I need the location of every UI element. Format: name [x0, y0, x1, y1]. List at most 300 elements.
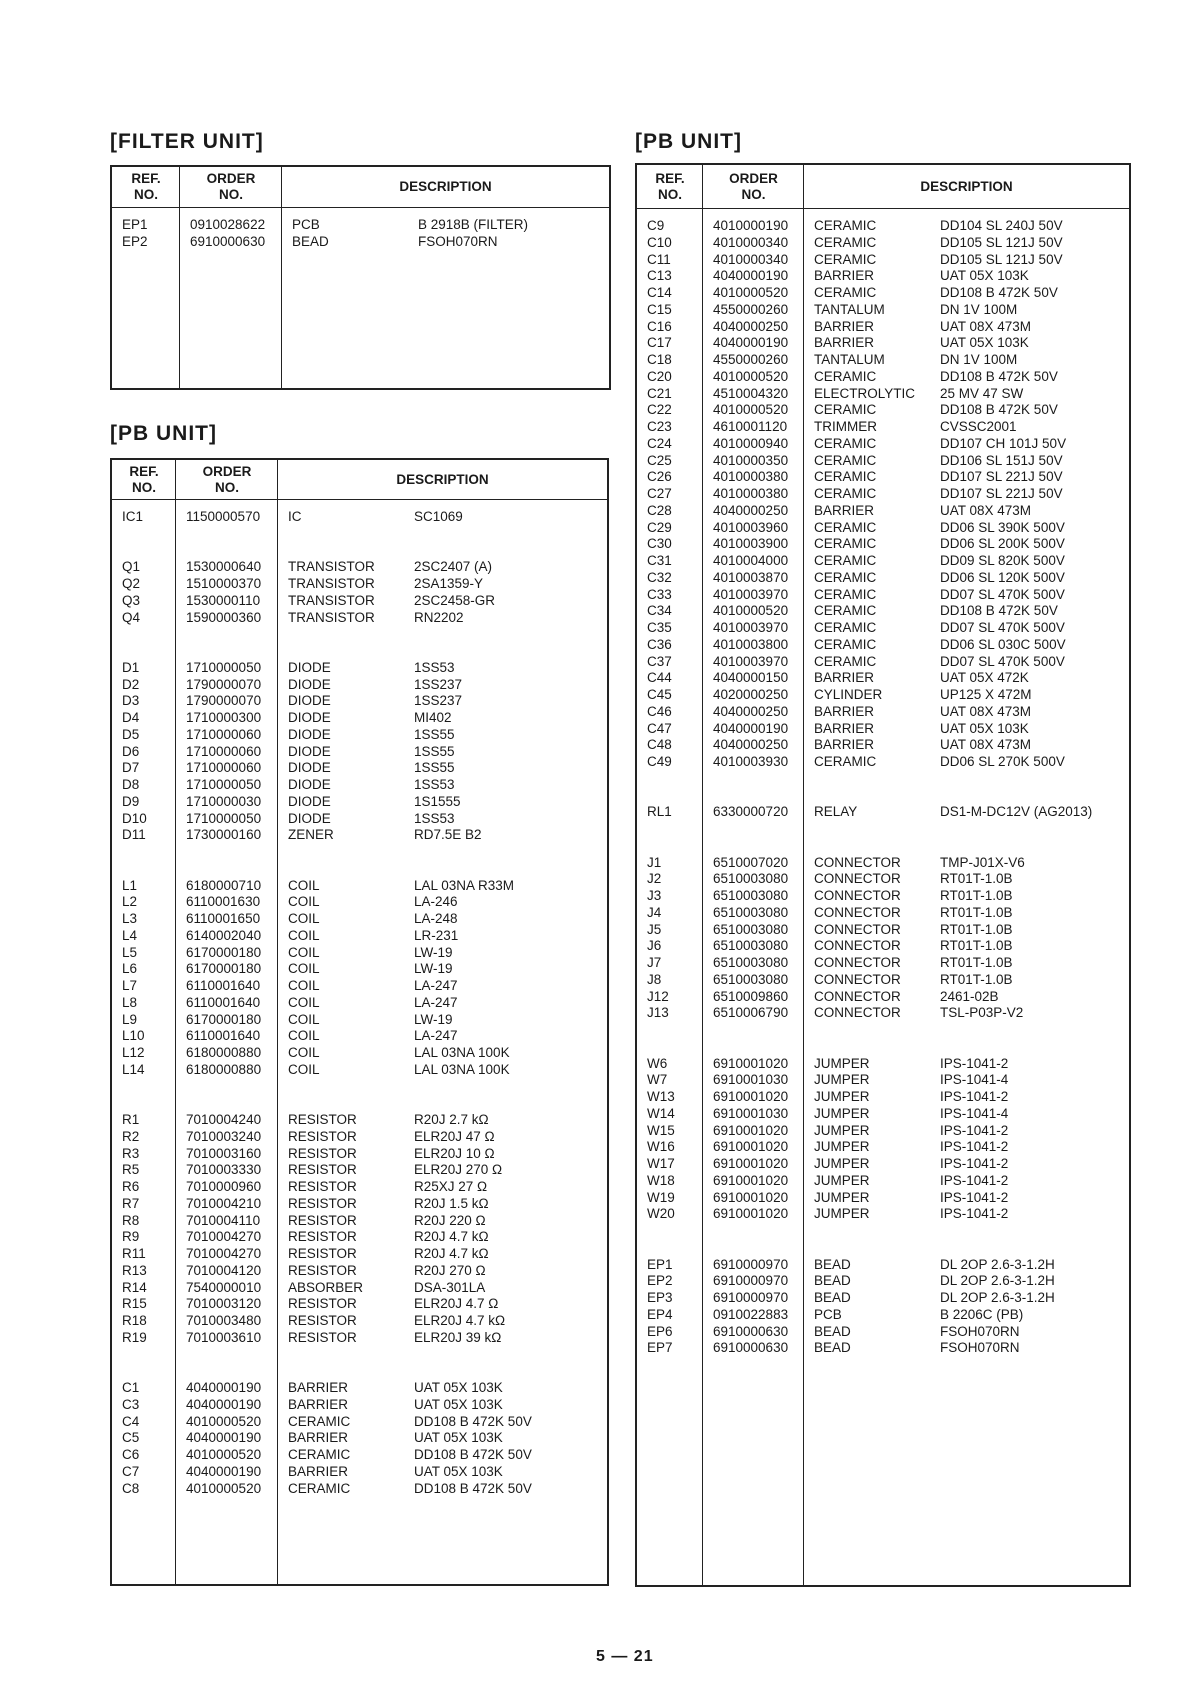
table-row: [112, 1027, 607, 1045]
ref-no: C16: [647, 318, 672, 334]
order-no: 6910000630: [190, 233, 266, 249]
part-type: TRANSISTOR: [288, 576, 375, 591]
table-row: [637, 1004, 1129, 1022]
table-row: [637, 401, 1129, 419]
order-no: 1710000050: [186, 810, 262, 826]
order-no: 1730000160: [186, 827, 262, 843]
order-no: 7010004240: [186, 1112, 262, 1127]
table-row: [637, 502, 1129, 520]
order-no: 6910000970: [713, 1256, 789, 1272]
order-no: 4010000520: [713, 603, 789, 619]
part-type: CERAMIC: [814, 620, 877, 635]
part-type: TRANSISTOR: [288, 559, 375, 575]
order-no: 4010000340: [713, 234, 789, 250]
table-row: [637, 937, 1129, 955]
part-spec: LAL 03NA R33M: [414, 877, 515, 893]
part-type: COIL: [288, 1011, 320, 1027]
part-type: BEAD: [814, 1290, 851, 1305]
order-no: 7010004270: [186, 1246, 262, 1261]
header-order-no: [176, 460, 278, 499]
table-row: [637, 887, 1129, 905]
ref-no: L1: [122, 877, 138, 893]
ref-no: C24: [647, 435, 672, 451]
ref-no: L10: [122, 1028, 145, 1044]
order-no: 7010000960: [186, 1179, 262, 1194]
part-type: RESISTOR: [288, 1112, 357, 1127]
table-header: [112, 460, 607, 500]
order-no: 1790000070: [186, 676, 262, 692]
part-type: TANTALUM: [814, 301, 885, 317]
ref-no: D7: [122, 760, 140, 776]
table-row: [637, 1071, 1129, 1089]
part-spec: DN 1V 100M: [940, 301, 1018, 317]
part-spec: DD107 CH 101J 50V: [940, 435, 1067, 451]
table-row: [112, 1061, 607, 1079]
order-no: 6110001630: [186, 894, 261, 910]
header-ref-no-line: REF.: [129, 463, 159, 479]
order-no: 4040000190: [186, 1430, 262, 1446]
ref-no: RL1: [647, 804, 672, 820]
part-spec: ELR20J 4.7 kΩ: [414, 1313, 506, 1328]
order-no: 4010003870: [713, 569, 789, 585]
ref-no: EP6: [647, 1323, 673, 1339]
header-order-no-line: ORDER: [729, 170, 778, 186]
table-row: [112, 1128, 607, 1146]
part-type: RESISTOR: [288, 1246, 357, 1261]
part-type: CERAMIC: [814, 486, 877, 501]
part-spec: UAT 08X 473M: [940, 502, 1032, 518]
table-row: [637, 318, 1129, 336]
ref-no: D1: [122, 659, 140, 675]
table-row: [112, 1312, 607, 1330]
table-row: [637, 1172, 1129, 1190]
table-row: [637, 1306, 1129, 1324]
part-type: CERAMIC: [814, 636, 877, 652]
part-type: ELECTROLYTIC: [814, 385, 916, 401]
ref-no: C3: [122, 1396, 140, 1412]
part-spec: UAT 08X 473M: [940, 318, 1032, 334]
header-order-no-line: NO.: [218, 187, 243, 202]
part-spec: DD105 SL 121J 50V: [940, 251, 1063, 267]
order-no: 7010004120: [186, 1262, 262, 1278]
part-type: JUMPER: [814, 1122, 870, 1138]
part-type: BARRIER: [814, 502, 875, 518]
table-row: [112, 877, 607, 895]
order-no: 1710000030: [186, 793, 262, 809]
part-spec: DL 2OP 2.6-3-1.2H: [940, 1290, 1055, 1305]
table-row: [112, 1161, 607, 1179]
table-row: [637, 954, 1129, 972]
table-row: [112, 994, 607, 1012]
table-row: [112, 1446, 607, 1464]
table-row: [637, 753, 1129, 771]
part-spec: 1SS55: [414, 760, 455, 776]
ref-no: D6: [122, 743, 140, 759]
ref-no: J7: [647, 955, 662, 970]
part-type: BARRIER: [814, 318, 875, 334]
table-row: [112, 1379, 607, 1397]
part-spec: ELR20J 4.7 Ω: [414, 1296, 499, 1312]
part-spec: TSL-P03P-V2: [940, 1005, 1024, 1021]
order-no: 4010000520: [713, 285, 789, 300]
part-type: BARRIER: [814, 720, 875, 736]
part-spec: ELR20J 39 kΩ: [414, 1329, 502, 1345]
part-spec: LW-19: [414, 1011, 453, 1027]
order-no: 1790000070: [186, 693, 262, 709]
table-row: [637, 485, 1129, 503]
part-type: DIODE: [288, 710, 331, 725]
order-no: 4010000520: [713, 402, 789, 418]
part-spec: R20J 1.5 kΩ: [414, 1195, 489, 1211]
ref-no: W16: [647, 1139, 675, 1155]
part-type: TRANSISTOR: [288, 609, 375, 625]
ref-no: J13: [647, 1005, 669, 1021]
table-row: [637, 586, 1129, 604]
order-no: 4550000260: [713, 301, 789, 317]
order-no: 6170000180: [186, 1011, 262, 1027]
part-type: JUMPER: [814, 1105, 870, 1121]
table-row: [112, 1429, 607, 1447]
order-no: 6170000180: [186, 944, 262, 960]
page-number: 5 — 21: [596, 1648, 654, 1665]
part-spec: RT01T-1.0B: [940, 871, 1013, 887]
order-no: 6910001020: [713, 1189, 789, 1205]
ref-no: C15: [647, 301, 672, 317]
part-spec: DSA-301LA: [414, 1279, 486, 1295]
ref-no: W18: [647, 1172, 675, 1188]
part-type: DIODE: [288, 810, 331, 826]
ref-no: C11: [647, 251, 671, 267]
table-row: [112, 1295, 607, 1313]
header-order-no: [703, 165, 804, 208]
table-body: [637, 209, 1129, 1585]
part-spec: DN 1V 100M: [940, 352, 1018, 367]
order-no: 7540000010: [186, 1279, 262, 1295]
part-type: RESISTOR: [288, 1313, 357, 1328]
part-spec: IPS-1041-2: [940, 1156, 1009, 1171]
ref-no: W20: [647, 1206, 675, 1222]
part-type: COIL: [288, 927, 320, 943]
order-no: 6330000720: [713, 804, 789, 820]
ref-no: R13: [122, 1262, 147, 1278]
ref-no: J6: [647, 938, 662, 954]
order-no: 6510003080: [713, 871, 789, 887]
order-no: 1510000370: [186, 576, 262, 591]
table-row: [112, 709, 607, 727]
part-spec: DD06 SL 200K 500V: [940, 536, 1065, 552]
part-spec: DD107 SL 221J 50V: [940, 486, 1063, 501]
table-row: [637, 535, 1129, 553]
order-no: 1590000360: [186, 609, 262, 625]
ref-no: Q2: [122, 576, 141, 591]
part-spec: DD06 SL 030C 500V: [940, 636, 1066, 652]
part-spec: UAT 05X 103K: [414, 1380, 503, 1395]
part-spec: 1SS55: [414, 726, 455, 742]
order-no: 4040000250: [713, 737, 789, 753]
part-spec: 1SS237: [414, 693, 463, 709]
ref-no: D11: [122, 827, 146, 843]
part-type: BARRIER: [288, 1380, 349, 1395]
order-no: 6910000970: [713, 1290, 789, 1305]
ref-no: C27: [647, 486, 672, 501]
ref-no: C44: [647, 670, 672, 686]
part-spec: UP125 X 472M: [940, 687, 1032, 702]
table-row: [112, 826, 607, 844]
part-type: JUMPER: [814, 1139, 870, 1155]
part-type: COIL: [288, 877, 320, 893]
part-spec: IPS-1041-2: [940, 1189, 1009, 1205]
ref-no: L8: [122, 994, 138, 1010]
part-spec: FSOH070RN: [940, 1340, 1020, 1356]
part-spec: LA-247: [414, 994, 458, 1010]
ref-no: W6: [647, 1055, 668, 1071]
ref-no: L7: [122, 978, 138, 993]
order-no: 6510003080: [713, 888, 789, 903]
part-spec: 2SA1359-Y: [414, 576, 484, 591]
part-spec: DD07 SL 470K 500V: [940, 586, 1065, 602]
part-type: CYLINDER: [814, 687, 883, 702]
ref-no: D9: [122, 793, 140, 809]
table-row: [637, 803, 1129, 821]
table-row: [637, 1323, 1129, 1341]
ref-no: D5: [122, 726, 140, 742]
order-no: 6910001020: [713, 1156, 789, 1171]
part-type: CERAMIC: [814, 368, 877, 384]
table-row: [637, 653, 1129, 671]
part-spec: RT01T-1.0B: [940, 921, 1013, 937]
ref-no: EP1: [647, 1256, 673, 1272]
ref-no: C26: [647, 469, 672, 485]
part-type: RELAY: [814, 804, 858, 820]
order-no: 7010003120: [186, 1296, 262, 1312]
part-spec: RT01T-1.0B: [940, 955, 1013, 970]
order-no: 7010003610: [186, 1329, 262, 1345]
part-type: CERAMIC: [814, 553, 877, 568]
ref-no: J12: [647, 988, 669, 1004]
part-type: BARRIER: [814, 670, 875, 686]
ref-no: IC1: [122, 509, 144, 524]
part-spec: LA-247: [414, 978, 458, 993]
table-row: [112, 759, 607, 777]
ref-no: R14: [122, 1279, 147, 1295]
table-row: [637, 234, 1129, 252]
part-spec: DL 2OP 2.6-3-1.2H: [940, 1273, 1055, 1289]
part-type: BARRIER: [814, 703, 875, 719]
table-row: [637, 452, 1129, 470]
table-row: [112, 977, 607, 995]
table-row: [112, 1228, 607, 1246]
part-type: RESISTOR: [288, 1296, 357, 1312]
part-spec: ELR20J 270 Ω: [414, 1162, 503, 1178]
part-spec: 2SC2407 (A): [414, 559, 493, 575]
ref-no: C5: [122, 1430, 140, 1446]
table-row: [112, 1111, 607, 1129]
table-row: [637, 971, 1129, 989]
order-no: 6110001650: [186, 911, 261, 926]
header-order-no-line: NO.: [741, 186, 766, 202]
part-spec: DD104 SL 240J 50V: [940, 218, 1063, 233]
order-no: 4040000190: [186, 1396, 262, 1412]
table-row: [637, 1105, 1129, 1123]
order-no: 6510009860: [713, 988, 789, 1004]
ref-no: D10: [122, 810, 147, 826]
ref-no: J2: [647, 871, 662, 887]
ref-no: C8: [122, 1480, 140, 1496]
ref-no: J5: [647, 921, 662, 937]
table-row: [637, 1088, 1129, 1106]
part-spec: CVSSC2001: [940, 419, 1017, 434]
part-spec: RT01T-1.0B: [940, 888, 1013, 903]
order-no: 6510003080: [713, 971, 789, 987]
part-spec: UAT 05X 103K: [414, 1396, 503, 1412]
ref-no: W7: [647, 1072, 668, 1088]
table-row: [637, 1289, 1129, 1307]
part-type: CONNECTOR: [814, 904, 901, 920]
order-no: 4010000520: [186, 1447, 262, 1462]
ref-no: L9: [122, 1011, 138, 1027]
header-ref-no-line: REF.: [655, 170, 685, 186]
part-type: CONNECTOR: [814, 1005, 901, 1021]
part-spec: RD7.5E B2: [414, 827, 482, 843]
pb-unit-right-title: [PB UNIT]: [635, 130, 742, 153]
order-no: 6910000630: [713, 1323, 789, 1339]
part-spec: 1SS53: [414, 810, 455, 826]
order-no: 4550000260: [713, 352, 789, 367]
part-type: CERAMIC: [814, 218, 877, 233]
part-spec: 1S1555: [414, 793, 461, 809]
table-row: [112, 575, 607, 593]
part-spec: FSOH070RN: [418, 233, 498, 249]
part-type: CONNECTOR: [814, 988, 901, 1004]
header-ref-no-line: REF.: [131, 171, 161, 186]
ref-no: C29: [647, 519, 672, 535]
order-no: 6910000630: [713, 1340, 789, 1356]
table-row: [637, 385, 1129, 403]
table-body: [112, 208, 609, 388]
order-no: 6910001030: [713, 1072, 789, 1088]
table-row: [637, 988, 1129, 1006]
table-row: [112, 893, 607, 911]
part-spec: DD06 SL 120K 500V: [940, 569, 1065, 585]
order-no: 4010004000: [713, 553, 789, 568]
part-spec: 25 MV 47 SW: [940, 385, 1024, 401]
table-row: [637, 669, 1129, 687]
part-spec: R25XJ 27 Ω: [414, 1179, 488, 1194]
order-no: 0910022883: [713, 1306, 789, 1322]
order-no: 1710000050: [186, 659, 262, 675]
order-no: 6180000880: [186, 1045, 262, 1060]
table-row: [112, 810, 607, 828]
table-row: [112, 927, 607, 945]
table-row: [637, 1272, 1129, 1290]
part-type: BARRIER: [814, 268, 875, 284]
table-row: [112, 1329, 607, 1347]
part-type: CERAMIC: [814, 452, 877, 468]
order-no: 4010003960: [713, 519, 789, 535]
ref-no: C28: [647, 502, 672, 518]
order-no: 0910028622: [190, 217, 266, 232]
table-row: [112, 1195, 607, 1213]
ref-no: R8: [122, 1212, 140, 1228]
ref-no: W14: [647, 1105, 675, 1121]
table-row: [112, 1413, 607, 1431]
table-row: [112, 776, 607, 794]
table-row: [112, 1480, 607, 1498]
part-type: CERAMIC: [814, 754, 877, 769]
ref-no: EP1: [122, 217, 148, 232]
table-row: [637, 351, 1129, 369]
part-type: COIL: [288, 961, 320, 977]
ref-no: C1: [122, 1380, 140, 1395]
part-type: CERAMIC: [814, 402, 877, 418]
ref-no: W15: [647, 1122, 675, 1138]
header-order-no-line: ORDER: [206, 171, 256, 186]
ref-no: W19: [647, 1189, 675, 1205]
ref-no: R15: [122, 1296, 147, 1312]
part-spec: RN2202: [414, 609, 464, 625]
part-spec: UAT 05X 103K: [414, 1430, 503, 1446]
pb-unit-left-parts-table: [110, 458, 609, 1586]
part-type: COIL: [288, 944, 320, 960]
table-row: [112, 1262, 607, 1280]
ref-no: C30: [647, 536, 672, 552]
table-row: [637, 703, 1129, 721]
table-row: [637, 1205, 1129, 1223]
order-no: 4010000520: [186, 1413, 262, 1429]
order-no: 1710000050: [186, 777, 262, 792]
order-no: 6910001020: [713, 1172, 789, 1188]
part-spec: B 2918B (FILTER): [418, 217, 529, 232]
part-spec: UAT 05X 472K: [940, 670, 1029, 686]
table-row: [637, 1189, 1129, 1207]
part-spec: DD106 SL 151J 50V: [940, 452, 1063, 468]
part-spec: SC1069: [414, 509, 463, 524]
order-no: 4040000190: [713, 268, 789, 284]
ref-no: C36: [647, 636, 672, 652]
part-type: BEAD: [814, 1256, 851, 1272]
part-spec: LAL 03NA 100K: [414, 1061, 510, 1077]
part-spec: IPS-1041-2: [940, 1206, 1009, 1222]
table-body: [112, 500, 607, 1584]
part-type: CERAMIC: [814, 603, 877, 619]
part-spec: R20J 270 Ω: [414, 1262, 486, 1278]
part-type: DIODE: [288, 726, 331, 742]
ref-no: C9: [647, 218, 665, 233]
part-spec: RT01T-1.0B: [940, 904, 1013, 920]
part-spec: B 2206C (PB): [940, 1306, 1024, 1322]
part-spec: IPS-1041-2: [940, 1139, 1009, 1155]
table-row: [637, 736, 1129, 754]
header-order-no-line: ORDER: [202, 463, 252, 479]
part-spec: LA-248: [414, 911, 458, 926]
part-type: DIODE: [288, 777, 331, 792]
order-no: 4040000190: [186, 1380, 262, 1395]
order-no: 4010000520: [713, 368, 789, 384]
table-row: [637, 602, 1129, 620]
table-row: [637, 904, 1129, 922]
ref-no: C37: [647, 653, 672, 669]
order-no: 4010003970: [713, 653, 789, 669]
table-row: [112, 558, 607, 576]
ref-no: D4: [122, 710, 140, 725]
part-type: CERAMIC: [814, 435, 877, 451]
part-spec: 2461-02B: [940, 988, 999, 1004]
table-row: [637, 636, 1129, 654]
table-row: [637, 854, 1129, 872]
table-row: [112, 726, 607, 744]
part-type: RESISTOR: [288, 1145, 357, 1161]
part-type: PCB: [292, 217, 320, 232]
